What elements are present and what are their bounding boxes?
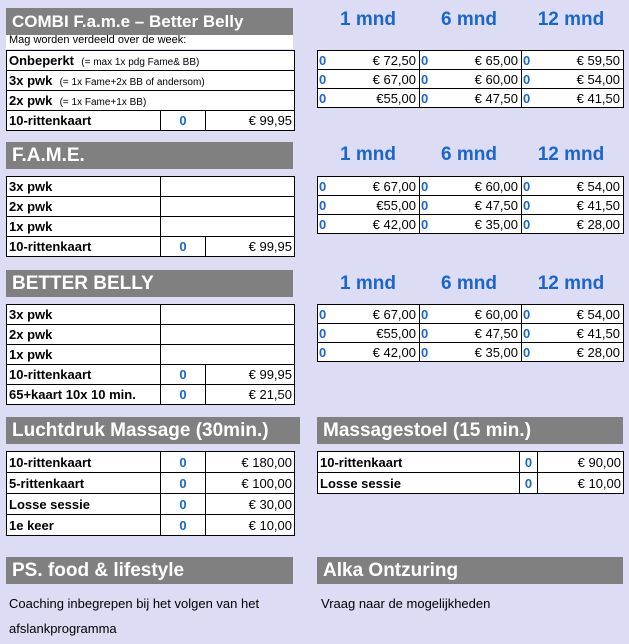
qty-input[interactable]: 0 — [318, 70, 330, 89]
price-value: € 47,50 — [432, 196, 522, 215]
table-row — [318, 305, 624, 324]
price-value: € 41,50 — [534, 89, 624, 108]
price-value: € 54,00 — [534, 305, 624, 324]
price-value: € 54,00 — [534, 70, 624, 89]
qty-input[interactable]: 0 — [161, 494, 206, 515]
qty-input[interactable]: 0 — [522, 215, 534, 234]
price-value: € 35,00 — [432, 215, 522, 234]
table-row — [318, 196, 624, 215]
fame-price-table — [317, 176, 624, 234]
combi-title: COMBI F.a.m.e – Better Belly — [6, 8, 293, 35]
price-value: €55,00 — [330, 324, 420, 343]
table-row — [7, 71, 295, 91]
row-label: 2x pwk — [7, 197, 161, 217]
col-12mnd: 12 mnd — [537, 144, 605, 165]
price-value: €55,00 — [330, 89, 420, 108]
row-label: 3x pwk — [7, 305, 161, 325]
row-label: Onbeperkt — [9, 53, 75, 68]
price-value: € 59,50 — [534, 51, 624, 70]
qty-input[interactable]: 0 — [522, 51, 534, 70]
qty-input[interactable]: 0 — [161, 365, 206, 385]
qty-input[interactable]: 0 — [520, 452, 538, 473]
table-row — [7, 217, 295, 237]
qty-input[interactable]: 0 — [420, 51, 432, 70]
qty-input[interactable]: 0 — [420, 177, 432, 196]
price-value: €55,00 — [330, 196, 420, 215]
table-row — [7, 515, 295, 536]
table-row — [7, 91, 295, 111]
price-value: € 99,95 — [206, 365, 295, 385]
col-6mnd: 6 mnd — [441, 144, 497, 165]
qty-input[interactable]: 0 — [161, 473, 206, 494]
table-row — [7, 345, 295, 365]
qty-input[interactable]: 0 — [161, 515, 206, 536]
qty-input[interactable]: 0 — [318, 305, 330, 324]
lucht-title: Luchtdruk Massage (30min.) — [6, 417, 300, 444]
price-value: € 60,00 — [432, 177, 522, 196]
price-value: € 65,00 — [432, 51, 522, 70]
qty-input[interactable]: 0 — [420, 305, 432, 324]
qty-input[interactable]: 0 — [161, 385, 206, 405]
belly-table — [6, 304, 295, 405]
row-label: Losse sessie — [7, 494, 161, 515]
qty-input[interactable]: 0 — [420, 70, 432, 89]
qty-input[interactable]: 0 — [522, 324, 534, 343]
qty-input[interactable]: 0 — [161, 237, 206, 257]
col-1mnd: 1 mnd — [340, 273, 396, 294]
price-value: € 47,50 — [432, 324, 522, 343]
price-value: € 72,50 — [330, 51, 420, 70]
price-value: € 47,50 — [432, 89, 522, 108]
row-label: 3x pwk — [9, 73, 53, 88]
table-row — [7, 385, 295, 405]
food-line-2: afslankprogramma — [9, 621, 117, 636]
qty-input[interactable]: 0 — [420, 324, 432, 343]
price-value: € 42,00 — [330, 215, 420, 234]
col-1mnd: 1 mnd — [340, 144, 396, 165]
stoel-table — [317, 451, 624, 494]
belly-price-table — [317, 304, 624, 362]
row-label: 1x pwk — [7, 345, 161, 365]
qty-input[interactable]: 0 — [522, 89, 534, 108]
qty-input[interactable]: 0 — [318, 177, 330, 196]
row-label: Losse sessie — [318, 473, 520, 494]
price-value: € 30,00 — [206, 494, 295, 515]
price-value: € 67,00 — [330, 305, 420, 324]
table-row — [318, 70, 624, 89]
combi-subtitle: Mag worden verdeeld over de week: — [9, 34, 187, 46]
table-row — [318, 89, 624, 108]
price-value: € 41,50 — [534, 324, 624, 343]
price-value: € 54,00 — [534, 177, 624, 196]
qty-input[interactable]: 0 — [522, 343, 534, 362]
qty-input[interactable]: 0 — [318, 215, 330, 234]
alka-line-1: Vraag naar de mogelijkheden — [321, 596, 491, 611]
qty-input[interactable]: 0 — [522, 196, 534, 215]
table-row — [7, 177, 295, 197]
qty-input[interactable]: 0 — [420, 89, 432, 108]
price-value: € 41,50 — [534, 196, 624, 215]
table-row — [318, 324, 624, 343]
price-value: € 67,00 — [330, 70, 420, 89]
qty-input[interactable]: 0 — [318, 51, 330, 70]
belly-title: BETTER BELLY — [6, 270, 293, 297]
table-row — [7, 197, 295, 217]
price-value: € 99,95 — [206, 111, 295, 131]
fame-title: F.A.M.E. — [6, 142, 293, 169]
qty-input[interactable]: 0 — [161, 111, 206, 131]
qty-input[interactable]: 0 — [522, 70, 534, 89]
price-value: € 42,00 — [330, 343, 420, 362]
table-row — [7, 473, 295, 494]
price-value: € 90,00 — [538, 452, 624, 473]
table-row — [7, 237, 295, 257]
table-row — [7, 452, 295, 473]
combi-price-table — [317, 50, 624, 108]
col-12mnd: 12 mnd — [537, 273, 605, 294]
stoel-title: Massagestoel (15 min.) — [317, 417, 623, 444]
row-label: 10-rittenkaart — [7, 452, 161, 473]
qty-input[interactable]: 0 — [318, 89, 330, 108]
alka-title: Alka Ontzuring — [317, 557, 623, 584]
table-row — [318, 452, 624, 473]
food-title: PS. food & lifestyle — [6, 557, 293, 584]
qty-input[interactable]: 0 — [420, 196, 432, 215]
price-value: € 28,00 — [534, 343, 624, 362]
qty-input[interactable]: 0 — [520, 473, 538, 494]
row-label: 5-rittenkaart — [7, 473, 161, 494]
table-row — [318, 177, 624, 196]
price-value: € 99,95 — [206, 237, 295, 257]
row-label: 3x pwk — [7, 177, 161, 197]
price-value: € 28,00 — [534, 215, 624, 234]
food-line-1: Coaching inbegrepen bij het volgen van het — [9, 596, 260, 611]
row-note: (= 1x Fame+1x BB) — [59, 97, 147, 108]
price-value: € 67,00 — [330, 177, 420, 196]
qty-input[interactable]: 0 — [420, 215, 432, 234]
row-note: (= max 1x pdg Fame& BB) — [81, 57, 200, 68]
row-label: 10-rittenkaart — [7, 365, 161, 385]
row-label: 10-rittenkaart — [7, 111, 161, 131]
table-row — [318, 215, 624, 234]
qty-input[interactable]: 0 — [318, 324, 330, 343]
price-value: € 60,00 — [432, 305, 522, 324]
table-row — [7, 325, 295, 345]
row-label: 10-rittenkaart — [7, 237, 161, 257]
row-note: (= 1x Fame+2x BB of andersom) — [59, 77, 205, 88]
col-1mnd: 1 mnd — [340, 9, 396, 30]
price-value: € 21,50 — [206, 385, 295, 405]
table-row — [7, 111, 295, 131]
table-row — [7, 305, 295, 325]
table-row — [318, 473, 624, 494]
combi-table — [6, 50, 295, 131]
fame-table — [6, 176, 295, 257]
table-row — [318, 343, 624, 362]
col-12mnd: 12 mnd — [537, 9, 605, 30]
lucht-table — [6, 451, 295, 536]
qty-input[interactable]: 0 — [420, 343, 432, 362]
qty-input[interactable]: 0 — [318, 196, 330, 215]
table-row — [7, 494, 295, 515]
col-6mnd: 6 mnd — [441, 9, 497, 30]
qty-input[interactable]: 0 — [522, 177, 534, 196]
price-value: € 35,00 — [432, 343, 522, 362]
qty-input[interactable]: 0 — [161, 452, 206, 473]
price-value: € 10,00 — [206, 515, 295, 536]
table-row — [318, 51, 624, 70]
row-label: 10-rittenkaart — [318, 452, 520, 473]
qty-input[interactable]: 0 — [522, 305, 534, 324]
price-value: € 10,00 — [538, 473, 624, 494]
row-label: 1x pwk — [7, 217, 161, 237]
price-value: € 100,00 — [206, 473, 295, 494]
price-value: € 60,00 — [432, 70, 522, 89]
row-label: 65+kaart 10x 10 min. — [7, 385, 161, 405]
table-row — [7, 51, 295, 71]
row-label: 1e keer — [7, 515, 161, 536]
col-6mnd: 6 mnd — [441, 273, 497, 294]
row-label: 2x pwk — [9, 93, 53, 108]
row-label: 2x pwk — [7, 325, 161, 345]
table-row — [7, 365, 295, 385]
qty-input[interactable]: 0 — [318, 343, 330, 362]
price-value: € 180,00 — [206, 452, 295, 473]
